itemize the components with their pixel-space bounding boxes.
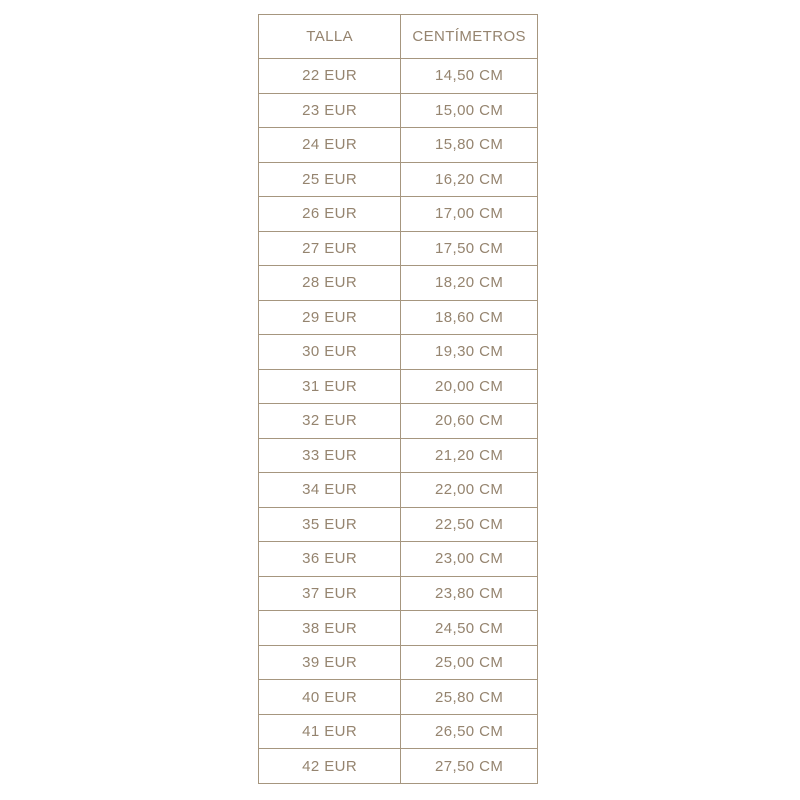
table-row [259, 473, 538, 508]
centimetros-cell: 17,00 CM [401, 197, 538, 232]
table-row [259, 128, 538, 163]
centimetros-cell: 23,80 CM [401, 576, 538, 611]
centimetros-cell: 18,20 CM [401, 266, 538, 301]
talla-cell: 39 EUR [259, 645, 401, 680]
talla-cell: 25 EUR [259, 162, 401, 197]
column-header-talla: TALLA [259, 15, 401, 59]
centimetros-cell: 20,00 CM [401, 369, 538, 404]
centimetros-cell: 17,50 CM [401, 231, 538, 266]
centimetros-cell: 19,30 CM [401, 335, 538, 370]
centimetros-cell: 14,50 CM [401, 59, 538, 94]
talla-cell: 22 EUR [259, 59, 401, 94]
table-row [259, 266, 538, 301]
column-header-centimetros: CENTÍMETROS [401, 15, 538, 59]
table-row [259, 162, 538, 197]
talla-cell: 28 EUR [259, 266, 401, 301]
table-row [259, 680, 538, 715]
table-row [259, 231, 538, 266]
centimetros-cell: 25,80 CM [401, 680, 538, 715]
centimetros-cell: 16,20 CM [401, 162, 538, 197]
talla-cell: 27 EUR [259, 231, 401, 266]
table-body [259, 59, 538, 784]
talla-cell: 40 EUR [259, 680, 401, 715]
talla-cell: 41 EUR [259, 714, 401, 749]
talla-cell: 24 EUR [259, 128, 401, 163]
talla-cell: 42 EUR [259, 749, 401, 784]
talla-cell: 30 EUR [259, 335, 401, 370]
talla-cell: 35 EUR [259, 507, 401, 542]
centimetros-cell: 22,00 CM [401, 473, 538, 508]
table-row [259, 714, 538, 749]
talla-cell: 29 EUR [259, 300, 401, 335]
centimetros-cell: 27,50 CM [401, 749, 538, 784]
table-row [259, 59, 538, 94]
centimetros-cell: 21,20 CM [401, 438, 538, 473]
table-row [259, 749, 538, 784]
table-row [259, 93, 538, 128]
size-conversion-table [258, 14, 538, 784]
talla-cell: 38 EUR [259, 611, 401, 646]
table-row [259, 611, 538, 646]
table-row [259, 438, 538, 473]
centimetros-cell: 18,60 CM [401, 300, 538, 335]
centimetros-cell: 24,50 CM [401, 611, 538, 646]
table-row [259, 369, 538, 404]
centimetros-cell: 23,00 CM [401, 542, 538, 577]
table-row [259, 404, 538, 439]
centimetros-cell: 15,00 CM [401, 93, 538, 128]
talla-cell: 36 EUR [259, 542, 401, 577]
table-row [259, 542, 538, 577]
table-row [259, 576, 538, 611]
talla-cell: 37 EUR [259, 576, 401, 611]
table-row [259, 507, 538, 542]
table-row [259, 335, 538, 370]
talla-cell: 23 EUR [259, 93, 401, 128]
table-row [259, 197, 538, 232]
table-header-row [259, 15, 538, 59]
centimetros-cell: 26,50 CM [401, 714, 538, 749]
table-row [259, 300, 538, 335]
talla-cell: 33 EUR [259, 438, 401, 473]
centimetros-cell: 20,60 CM [401, 404, 538, 439]
talla-cell: 34 EUR [259, 473, 401, 508]
centimetros-cell: 15,80 CM [401, 128, 538, 163]
talla-cell: 31 EUR [259, 369, 401, 404]
centimetros-cell: 22,50 CM [401, 507, 538, 542]
table-row [259, 645, 538, 680]
talla-cell: 26 EUR [259, 197, 401, 232]
centimetros-cell: 25,00 CM [401, 645, 538, 680]
talla-cell: 32 EUR [259, 404, 401, 439]
